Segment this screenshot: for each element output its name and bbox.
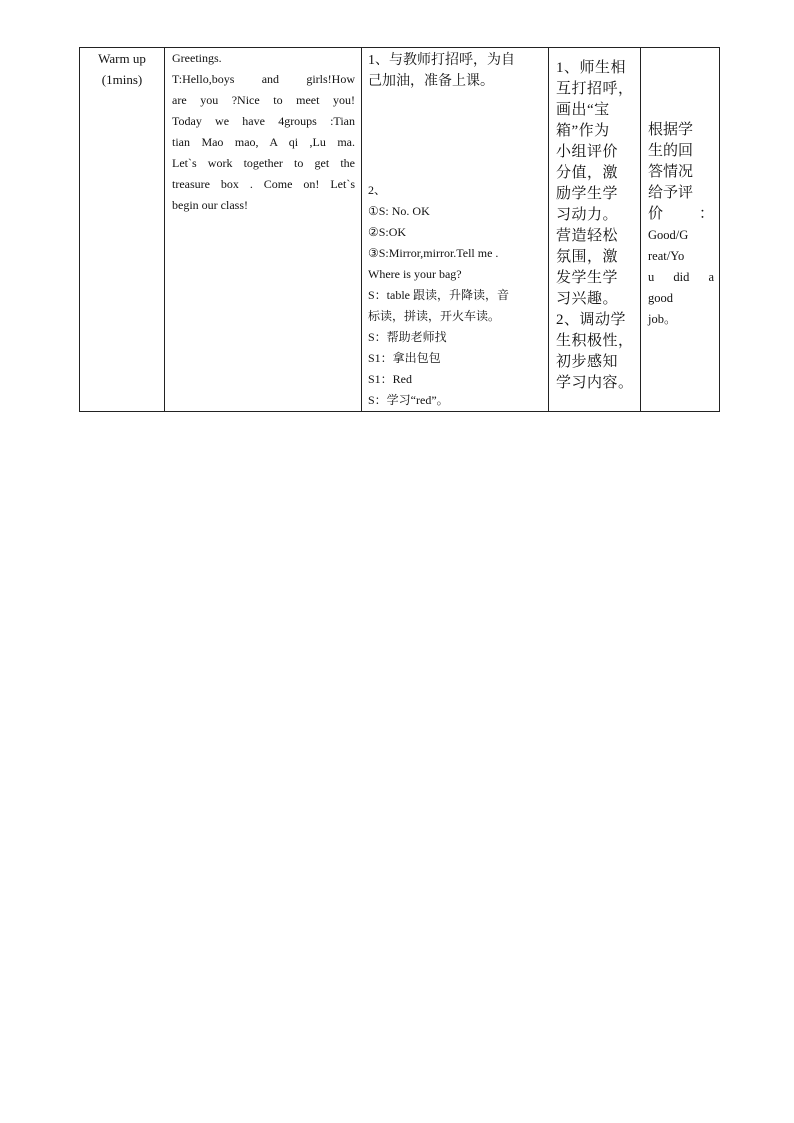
student-activity-cell — [362, 48, 549, 412]
intent-line: 初步感知 — [556, 354, 619, 370]
student-line: S：帮助老师找 — [368, 330, 447, 344]
intent-line: 学习内容。 — [556, 375, 634, 391]
stage-cell — [80, 48, 165, 412]
intent-line: 1、师生相 — [556, 60, 627, 76]
stage-duration: (1mins) — [101, 72, 143, 87]
student-line: 标读，拼读，开火车读。 — [368, 309, 501, 323]
student-line: ③S:Mirror,mirror.Tell me . — [368, 246, 499, 260]
teacher-line: T:Hello,boys and girls!How — [172, 72, 355, 86]
student-line: 己加油，准备上课。 — [368, 74, 494, 89]
evaluation-line: 根据学 — [648, 122, 694, 138]
evaluation-line: Good/G — [648, 228, 689, 242]
teacher-line: Let`s work together to get the — [172, 156, 355, 170]
teacher-line: Today we have 4groups :Tian — [172, 114, 355, 128]
evaluation-line: job。 — [648, 312, 677, 326]
student-line: Where is your bag? — [368, 267, 462, 281]
student-line: S：table 跟读，升降读，音 — [368, 288, 509, 302]
teacher-line: begin our class! — [172, 198, 248, 212]
lesson-plan-table — [79, 47, 720, 412]
student-line: 2、 — [368, 183, 387, 197]
teacher-line: tian Mao mao, A qi ,Lu ma. — [172, 135, 355, 149]
intent-line: 励学生学 — [556, 186, 619, 202]
intent-line: 生积极性， — [556, 333, 634, 349]
intent-line: 互打招呼， — [556, 81, 634, 97]
table-row — [80, 48, 720, 412]
intent-line: 发学生学 — [556, 270, 619, 286]
evaluation-line: 价 ： — [648, 206, 714, 222]
evaluation-line: good — [648, 291, 673, 305]
teacher-line: treasure box . Come on! Let`s — [172, 177, 355, 191]
intent-line: 习兴趣。 — [556, 291, 619, 307]
intent-line: 小组评价 — [556, 144, 619, 160]
evaluation-line: 生的回 — [648, 143, 694, 159]
student-line: S：学习“red”。 — [368, 393, 449, 407]
student-line: ②S:OK — [368, 225, 407, 239]
teacher-line: are you ?Nice to meet you! — [172, 93, 355, 107]
design-intent-cell — [549, 48, 641, 412]
student-line: ①S: No. OK — [368, 204, 430, 218]
student-line: S1：Red — [368, 372, 413, 386]
evaluation-line: 答情况 — [648, 164, 694, 180]
teacher-line: Greetings. — [172, 51, 222, 65]
evaluation-line: u did a — [648, 270, 714, 284]
intent-line: 氛围，激 — [556, 249, 619, 265]
intent-line: 习动力。 — [556, 207, 619, 223]
intent-line: 分值，激 — [556, 165, 619, 181]
spacer — [368, 92, 544, 180]
evaluation-line: reat/Yo — [648, 249, 685, 263]
student-line: S1：拿出包包 — [368, 351, 441, 365]
intent-line: 营造轻松 — [556, 228, 619, 244]
student-line: 1、与教师打招呼，为自 — [368, 53, 515, 68]
evaluation-line: 给予评 — [648, 185, 694, 201]
intent-line: 2、调动学 — [556, 312, 627, 328]
evaluation-cell — [641, 48, 720, 412]
intent-line: 箱”作为 — [556, 123, 610, 139]
teacher-activity-cell — [165, 48, 362, 412]
stage-name: Warm up — [98, 51, 146, 66]
intent-line: 画出“宝 — [556, 102, 610, 118]
